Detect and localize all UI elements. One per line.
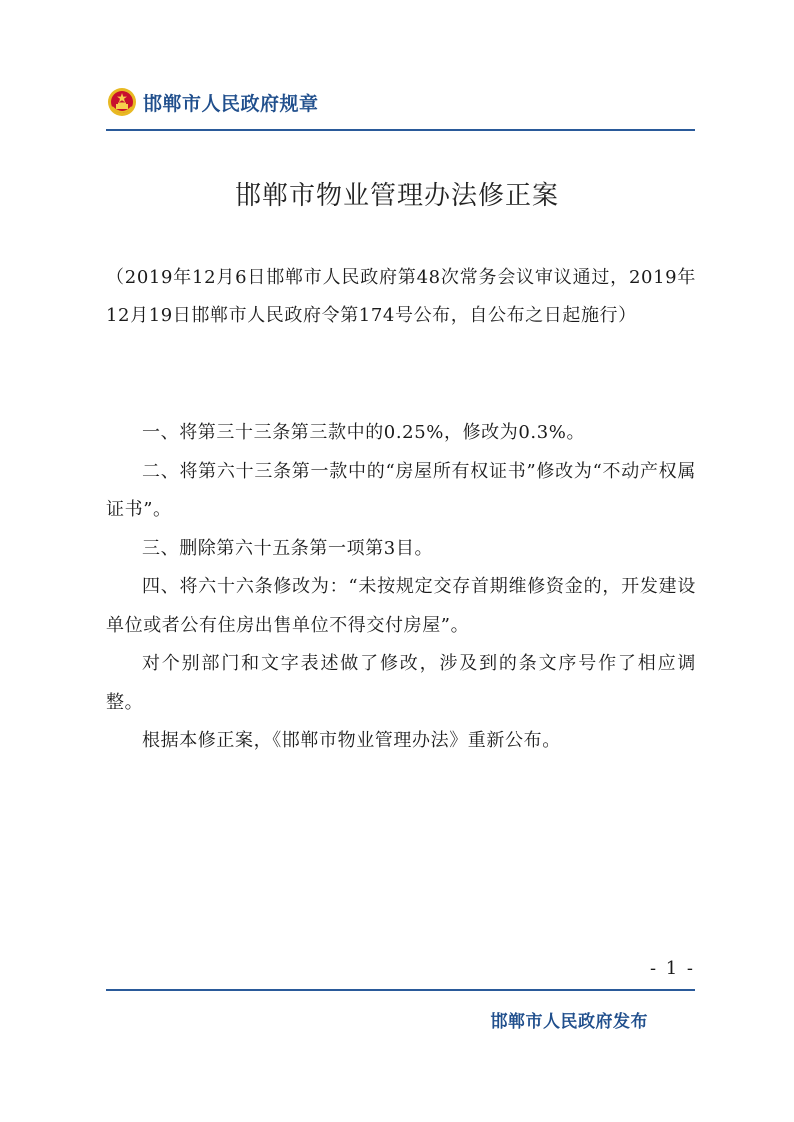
header-title: 邯郸市人民政府规章	[143, 92, 319, 115]
document-body	[106, 414, 696, 761]
amendment-item-2: 二、将第六十三条第一款中的“房屋所有权证书”修改为“不动产权属证书”。	[106, 460, 697, 520]
national-emblem-icon	[107, 87, 137, 117]
revision-note: 对个别部门和文字表述做了修改，涉及到的条文序号作了相应调整。	[106, 653, 696, 713]
footer-publisher: 邯郸市人民政府发布	[490, 1012, 648, 1032]
amendment-item-4: 四、将六十六条修改为：“未按规定交存首期维修资金的，开发建设单位或者公有住房出售单位不得交付房屋”。	[106, 576, 696, 636]
amendment-item-1: 一、将第三十三条第三款中的0.25%，修改为0.3%。	[142, 422, 586, 443]
header-divider	[106, 129, 695, 131]
page-number: - 1 -	[649, 958, 695, 979]
footer-divider	[106, 989, 695, 991]
document-title: 邯郸市物业管理办法修正案	[234, 181, 559, 211]
document-header	[107, 84, 319, 120]
republication-note: 根据本修正案，《邯郸市物业管理办法》重新公布。	[142, 730, 561, 751]
amendment-item-3: 三、删除第六十五条第一项第3目。	[142, 537, 434, 559]
document-preamble: （2019年12月6日邯郸市人民政府第48次常务会议审议通过，2019年12月19日邯郸市人民政府令第174号公布，自公布之日起施行）	[106, 267, 696, 326]
